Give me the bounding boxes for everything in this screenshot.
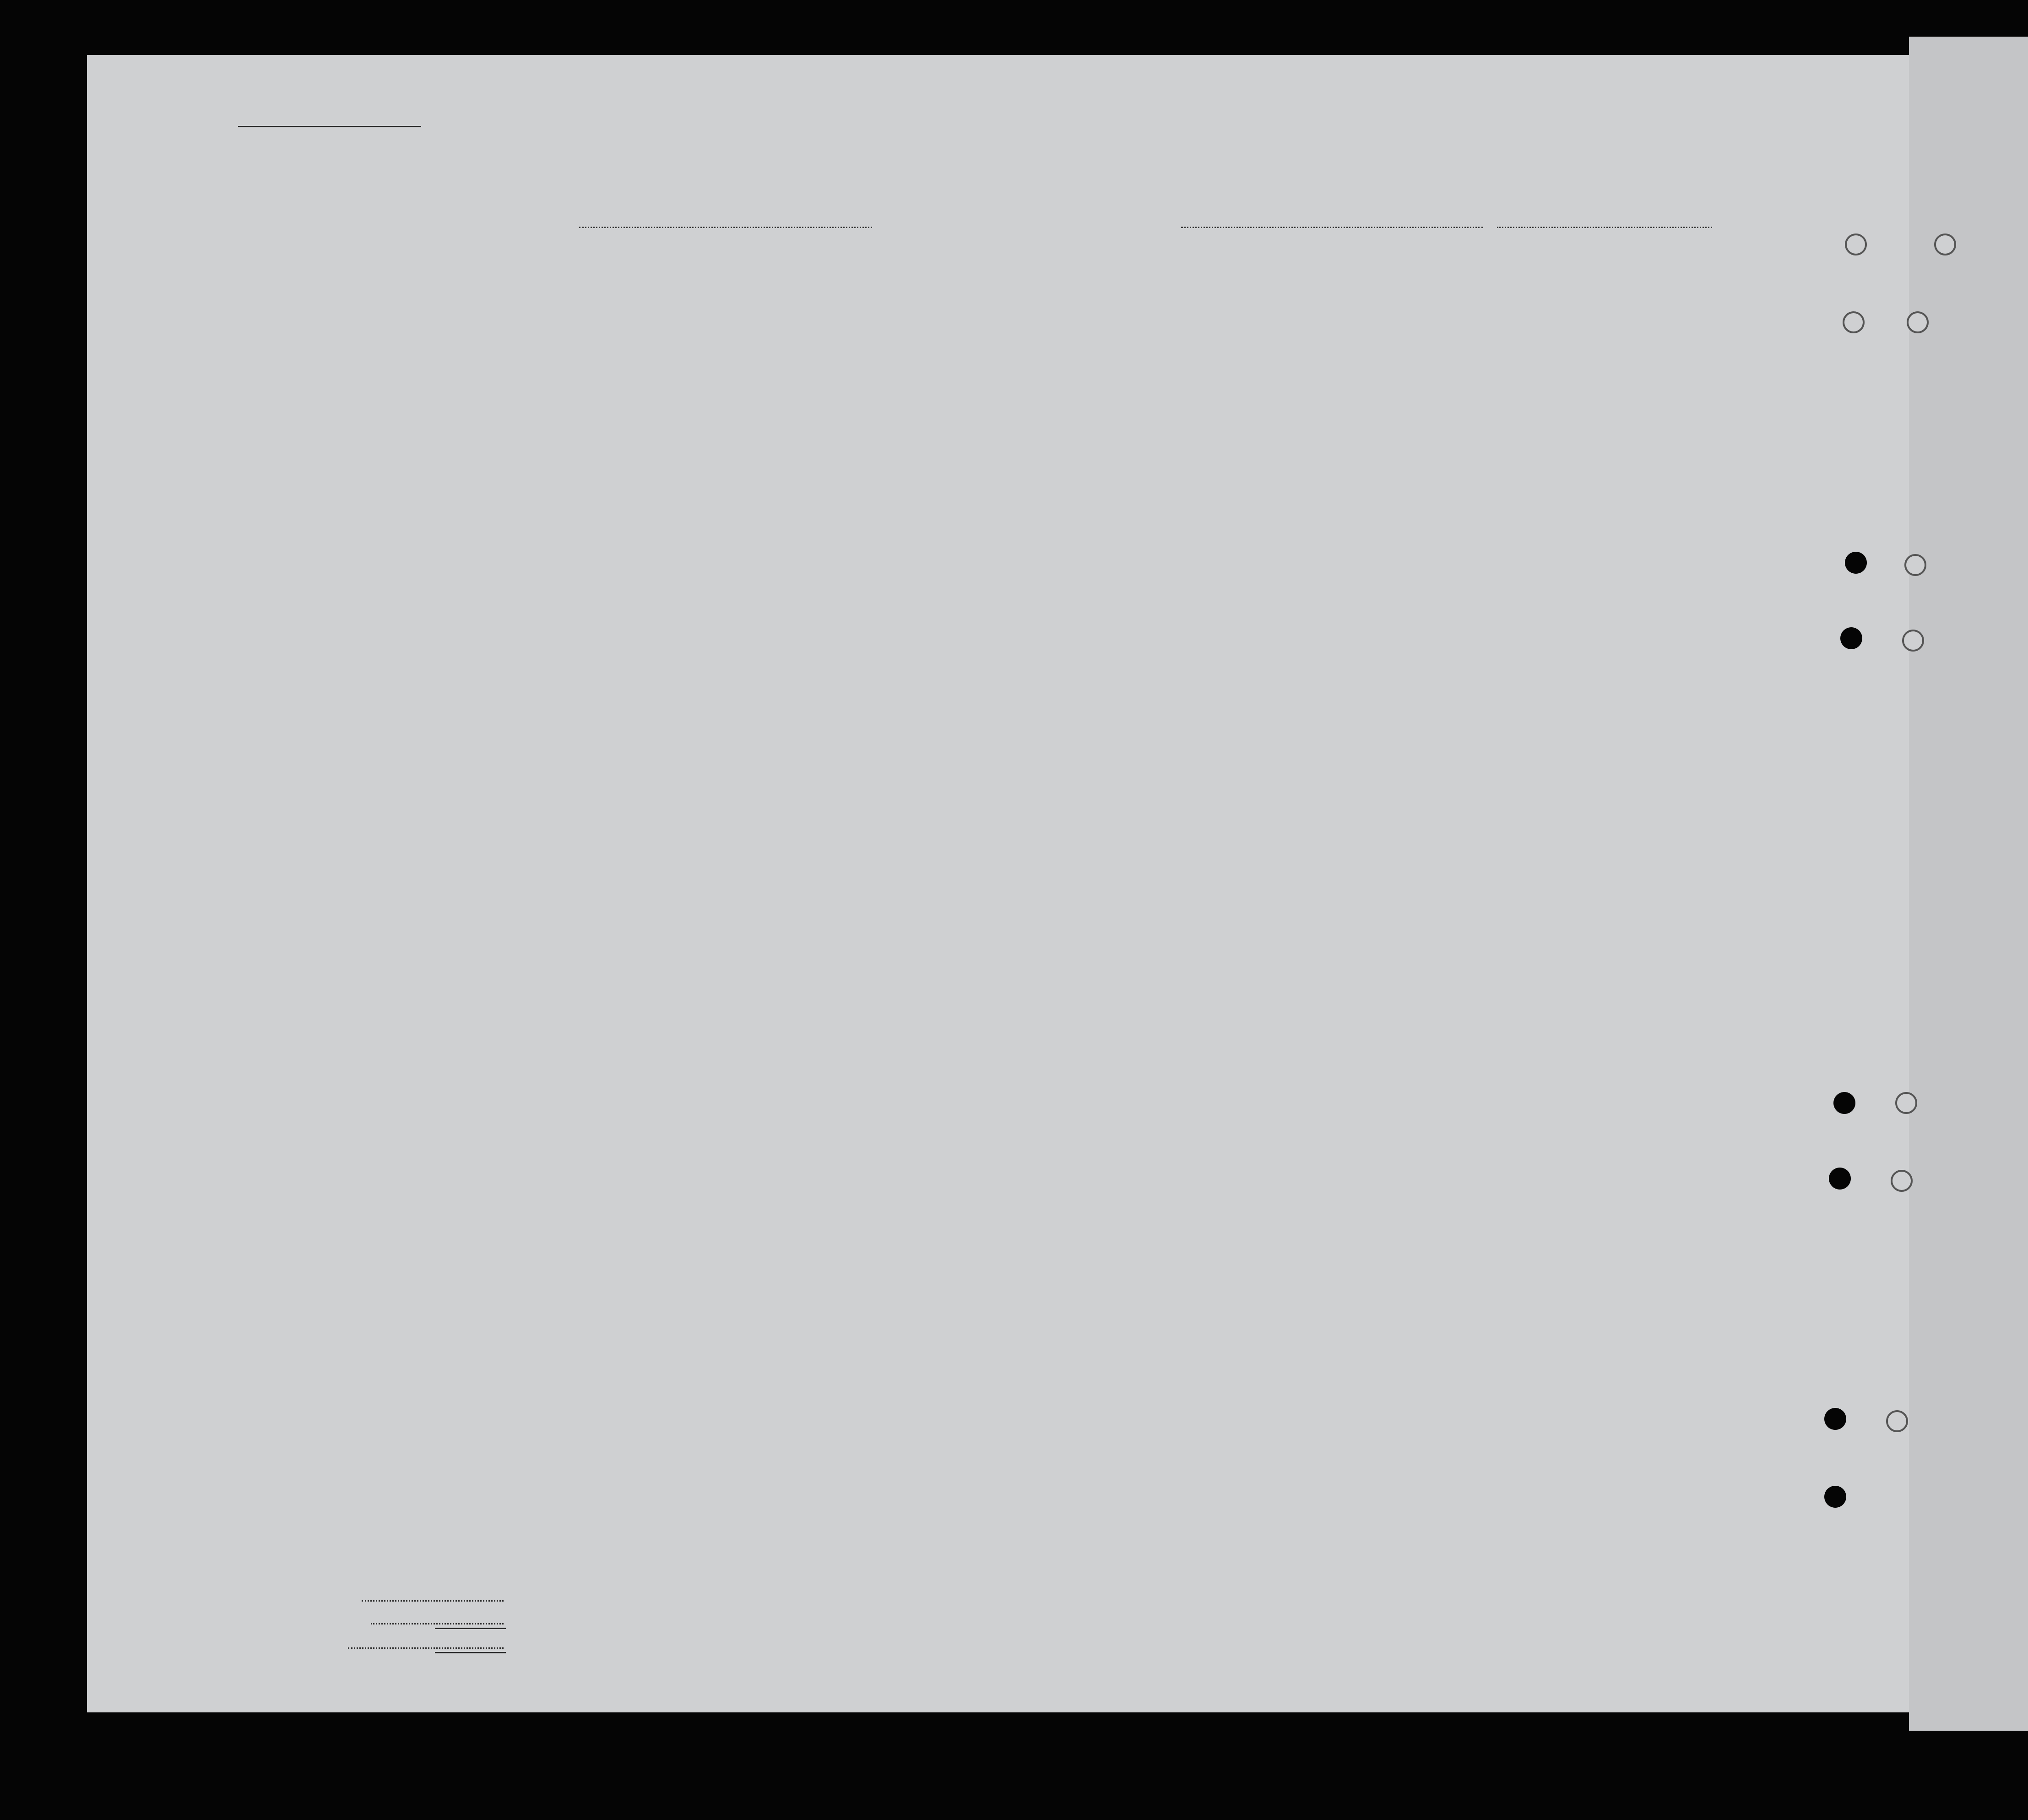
punch-hole xyxy=(1845,234,1867,255)
manifest-sheet xyxy=(87,55,1911,1712)
total-passengers-line xyxy=(362,1600,504,1602)
punch-hole xyxy=(1904,554,1926,576)
us-citizens-underline xyxy=(435,1628,506,1629)
ship-underline xyxy=(579,227,872,228)
punch-hole xyxy=(1843,311,1865,333)
punch-hole xyxy=(1833,1092,1855,1114)
punch-hole xyxy=(1895,1092,1917,1114)
punch-hole xyxy=(1886,1410,1908,1432)
us-citizens-line xyxy=(371,1623,504,1624)
punch-hole xyxy=(1824,1408,1846,1430)
punch-hole xyxy=(1829,1168,1851,1190)
punch-hole xyxy=(1934,234,1956,255)
punch-hole xyxy=(1907,311,1929,333)
punch-hole xyxy=(1845,552,1867,574)
list-underline xyxy=(238,126,421,127)
punch-hole xyxy=(1824,1486,1846,1508)
date-underline xyxy=(1497,227,1712,228)
punch-hole xyxy=(1891,1170,1913,1192)
adjacent-sheet xyxy=(1909,37,2028,1731)
port-underline xyxy=(1181,227,1483,228)
punch-hole xyxy=(1902,630,1924,652)
punch-hole xyxy=(1840,627,1862,649)
aliens-underline xyxy=(435,1652,506,1653)
aliens-line xyxy=(348,1647,504,1649)
